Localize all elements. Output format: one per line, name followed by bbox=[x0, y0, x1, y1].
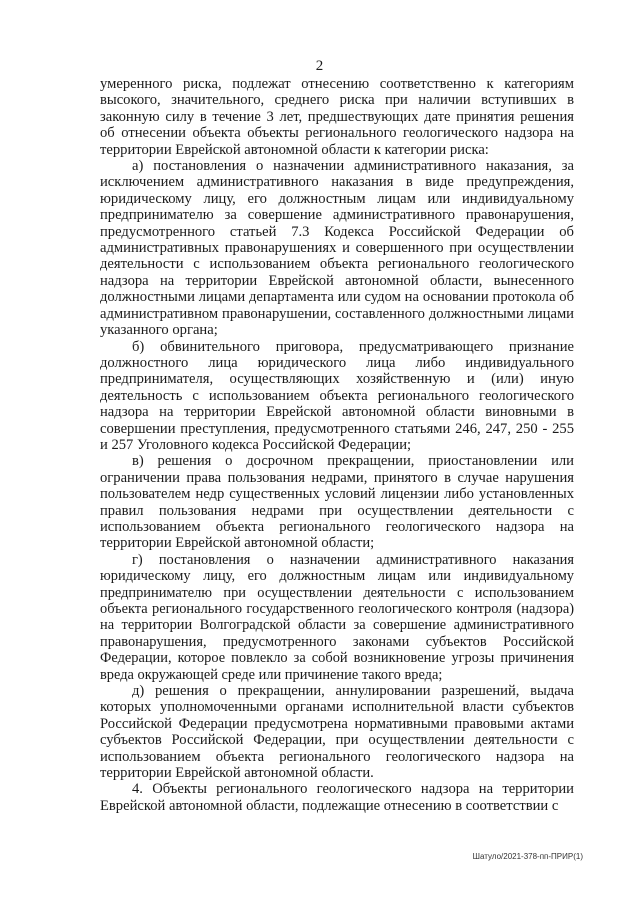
document-body bbox=[100, 76, 574, 814]
paragraph-item-b: б) обвинительного приговора, предусматривающего признание должностного лица юридического лица либо индивидуального предпринимателя, осуществляющих хозяйственную и (или) иную деятельность с использованием объекта регионального геологического надзора на территории Еврейской автономной области виновными в совершении преступления, предусмотренного статьями 246, 247, 250 - 255 и 257 Уголовного кодекса Российской Федерации; bbox=[100, 338, 574, 453]
paragraph-risk-intro: умеренного риска, подлежат отнесению соответственно к категориям высокого, значительного, среднего риска при наличии вступивших в законную силу в течение 3 лет, предшествующих дате принятия решения об отнесении объекта объекты регионального геологического надзора на территории Еврейской автономной области к категории риска: bbox=[100, 76, 574, 158]
footer-document-code: Шатуло/2021-378-пп-ПРИР(1) bbox=[472, 852, 583, 861]
paragraph-item-v: в) решения о досрочном прекращении, приостановлении или ограничении права пользования недрами, принятого в случае нарушения пользователем недр существенных условий лицензии либо установленных правил пользования недрами при осуществлении деятельности с использованием объекта регионального геологического надзора на территории Еврейской автономной области; bbox=[100, 453, 574, 552]
page-number: 2 bbox=[315, 58, 324, 74]
paragraph-item-a: а) постановления о назначении административного наказания, за исключением административного наказания в виде предупреждения, юридическому лицу, его должностным лицам или индивидуальному предпринимателю за совершение административного правонарушения, предусмотренного статьей 7.3 Кодекса Российской Федерации об административных правонарушениях и совершенного при осуществлении деятельности с использованием объекта регионального геологического надзора на территории Еврейской автономной области, вынесенного должностными лицами департамента или судом на основании протокола об административном правонарушении, составленного должностными лицами указанного органа; bbox=[100, 158, 574, 339]
paragraph-item-g: г) постановления о назначении административного наказания юридическому лицу, его должностным лицам или индивидуальному предпринимателю при осуществлении деятельности с использованием объекта регионального государственного геологического контроля (надзора) на территории Волгоградской области за совершение административного правонарушения, предусмотренного законами субъектов Российской Федерации, которое повлекло за собой возникновение угрозы причинения вреда окружающей среде или причинение такого вреда; bbox=[100, 551, 574, 683]
paragraph-item-d: д) решения о прекращении, аннулировании разрешений, выдача которых уполномоченными органами исполнительной власти субъектов Российской Федерации предусмотрена нормативными правовыми актами субъектов Российской Федерации, при осуществлении деятельности с использованием объекта регионального геологического надзора на территории Еврейской автономной области. bbox=[100, 683, 574, 782]
paragraph-section-4: 4. Объекты регионального геологического надзора на территории Еврейской автономной области, подлежащие отнесению в соответствии с bbox=[100, 781, 574, 814]
